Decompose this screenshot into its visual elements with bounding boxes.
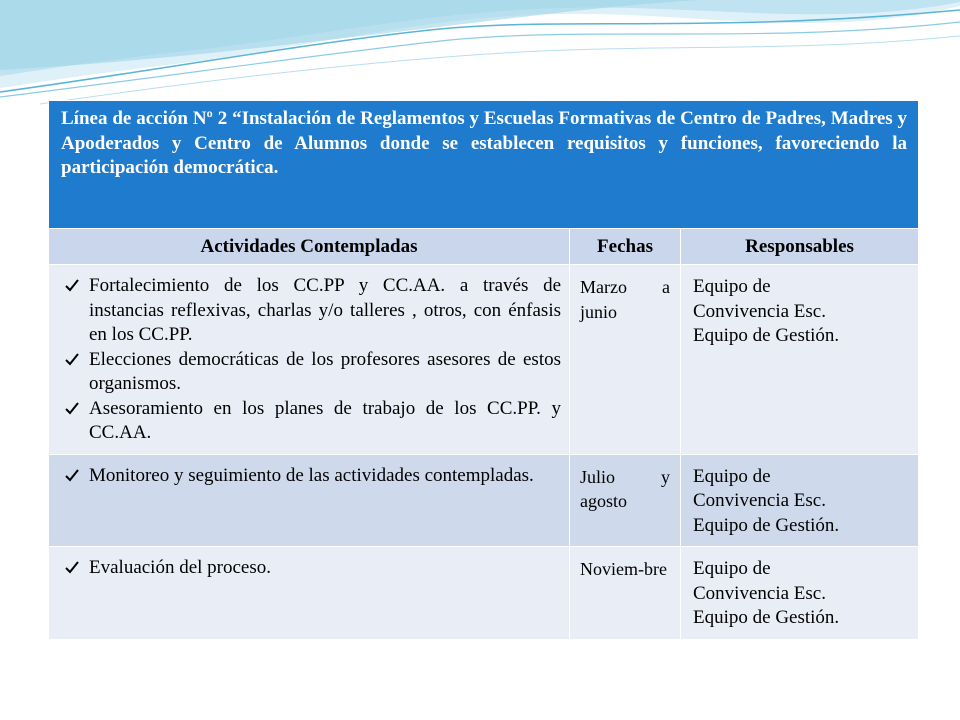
activity-text: Evaluación del proceso. <box>89 557 272 578</box>
activities-cell <box>49 547 570 640</box>
action-line-title: Línea de acción Nº 2 “Instalación de Reglamentos y Escuelas Formativas de Centro de Padres, Madres y Apoderados y Centro de Alumnos donde se establecen requisitos y funciones, favoreciendo la participación democrática. <box>61 108 908 178</box>
activity-item <box>63 348 561 397</box>
title-row <box>49 101 919 229</box>
responsible-line: Convivencia Esc. <box>693 582 826 604</box>
activities-cell <box>49 265 570 455</box>
action-plan-table <box>48 100 919 640</box>
title-cell <box>49 101 919 229</box>
checkmark-icon <box>65 402 79 415</box>
responsible-line: Equipo de Gestión. <box>693 325 840 346</box>
header-wave-decoration <box>0 0 960 110</box>
table-row <box>49 454 919 547</box>
table-row <box>49 547 919 640</box>
activity-text: Elecciones democráticas de los profesores asesores de estos organismos. <box>89 348 561 394</box>
activity-item <box>63 397 561 446</box>
responsible-cell <box>681 547 919 640</box>
activity-text: Fortalecimiento de los CC.PP y CC.AA. a través de instancias reflexivas, charlas y/o talleres , otros, con énfasis en los CC.PP. <box>89 275 561 345</box>
date-cell: Noviem-bre <box>570 547 681 640</box>
header-activities: Actividades Contempladas <box>49 229 570 265</box>
checkmark-icon <box>65 561 79 574</box>
header-row <box>49 229 919 265</box>
activities-cell <box>49 454 570 547</box>
header-dates: Fechas <box>570 229 681 265</box>
responsible-line: Equipo de Gestión. <box>693 607 840 628</box>
responsible-line: Equipo de Gestión. <box>693 514 840 536</box>
responsible-line: Convivencia Esc. <box>693 490 826 511</box>
checkmark-icon <box>65 353 79 366</box>
activity-text: Monitoreo y seguimiento de las actividades contempladas. <box>89 464 534 486</box>
date-cell: Marzo a junio <box>570 265 681 455</box>
header-responsible: Responsables <box>681 229 919 265</box>
responsible-line: Equipo de <box>693 276 771 297</box>
checkmark-icon <box>65 469 79 482</box>
activity-item <box>63 274 561 348</box>
responsible-line: Equipo de <box>693 465 771 487</box>
checkmark-icon <box>65 279 79 292</box>
activity-item <box>63 556 561 581</box>
activity-item <box>63 464 561 489</box>
responsible-cell <box>681 265 919 455</box>
date-cell: Julio y agosto <box>570 454 681 547</box>
responsible-line: Equipo de <box>693 558 771 579</box>
activity-text: Asesoramiento en los planes de trabajo de los CC.PP. y CC.AA. <box>89 397 561 443</box>
responsible-line: Convivencia Esc. <box>693 300 826 322</box>
table-row <box>49 265 919 455</box>
responsible-cell <box>681 454 919 547</box>
